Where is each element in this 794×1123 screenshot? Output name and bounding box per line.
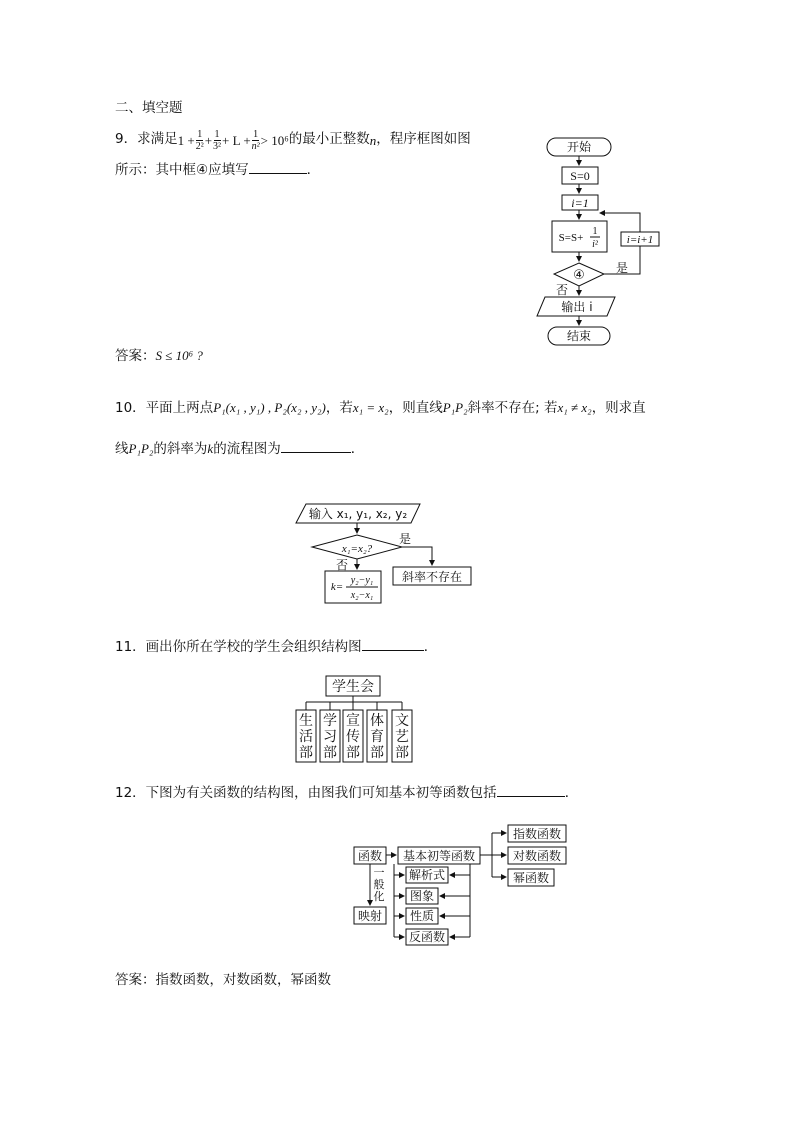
- q10-line1d: 斜率不存在; 若: [467, 400, 558, 416]
- q9-number: 9．求满足: [115, 131, 178, 148]
- q9-yes-label: 是: [615, 261, 629, 275]
- q9-fraction-2: $\frac{1}{\text{3²}}$: [213, 128, 222, 152]
- q10-points: P₁(x₁ , y₁) , P₂(x₂ , y₂): [213, 400, 326, 415]
- q10-line1b: ，若: [325, 400, 353, 416]
- q10-line-name: P₁P₂: [442, 400, 468, 415]
- q11-text: 11．画出你所在学校的学生会组织结构图: [115, 639, 362, 655]
- q9-plus-2: + L +: [222, 132, 251, 148]
- q12-answer-label: 答案：: [115, 972, 156, 988]
- q12-mapping-label: 映射: [357, 909, 383, 923]
- q10-line1c: ，则直线: [388, 400, 443, 416]
- q9-update-s-label: S=S+: [558, 232, 584, 244]
- q9-cond-end: > 10⁶: [260, 132, 289, 148]
- q9-start-label: 开始: [566, 140, 592, 154]
- q9-end-label: 结束: [566, 329, 592, 343]
- q9-output-label: 输出 i: [561, 300, 593, 314]
- q11-dept-label-3: 宣传部: [346, 713, 360, 761]
- q12-end: ．: [564, 785, 579, 801]
- section-title: 二、填空题: [115, 100, 183, 116]
- q10-neq: x₁ ≠ x₂: [557, 400, 592, 415]
- q9-text-after: 的最小正整数: [288, 131, 370, 148]
- q9-no-label: 否: [555, 283, 569, 297]
- q9-fraction-3: $\frac{1}{\text{n²}}$: [251, 128, 260, 152]
- q10-line2c: 的流程图为: [213, 441, 281, 457]
- q12-basic-label: 基本初等函数: [402, 849, 476, 863]
- q10-no-label: 否: [335, 558, 349, 572]
- q10-condition-label: x₁=x₂?: [341, 543, 373, 555]
- q9-plus-1: +: [204, 132, 213, 148]
- q9-init-s-label: S=0: [570, 169, 590, 183]
- q10-k-num: y₂−y₁: [350, 575, 374, 586]
- q12-log-label: 对数函数: [512, 849, 562, 863]
- q12-answer: [115, 974, 331, 988]
- q10-no-slope-label: 斜率不存在: [401, 570, 463, 584]
- q12-graph-label: 图象: [409, 889, 435, 903]
- q11-root-label: 学生会: [332, 679, 374, 695]
- q9-update-den: i²: [592, 239, 598, 250]
- q10-line1a: 10．平面上两点: [115, 400, 214, 416]
- q12-text: 12．下图为有关函数的结构图，由图我们可知基本初等函数包括: [115, 785, 497, 801]
- q12-generalize-label: 一般化: [373, 866, 385, 903]
- q10-k-den: x₂−x₁: [350, 590, 374, 601]
- q9-answer-label: 答案：: [115, 348, 156, 364]
- q11-dept-label-4: 体育部: [370, 713, 384, 761]
- q12-pow-label: 幂函数: [512, 871, 550, 885]
- q12-inverse-label: 反函数: [408, 930, 446, 944]
- q10-line1e: ，则求直: [591, 400, 646, 416]
- q9-answer-value: S ≤ 10⁶ ?: [155, 348, 203, 363]
- q9-text-end: ，程序框图如图: [376, 131, 471, 148]
- q12-prop-label: 性质: [409, 909, 435, 923]
- q10-line2-name: P₁P₂: [128, 441, 154, 456]
- q10-eq: x₁ = x₂: [352, 400, 389, 415]
- q12-exp-label: 指数函数: [512, 827, 562, 841]
- q11-dept-label-5: 文艺部: [395, 713, 409, 761]
- q11-end: ．: [423, 639, 438, 655]
- q9-line2-end: ．: [306, 162, 321, 178]
- q9-line2-text: 所示：其中框④应填写: [115, 162, 249, 178]
- q9-var-n: n: [369, 132, 377, 148]
- q9-condition-label: ④: [573, 268, 585, 283]
- q10-line2-end: ．: [350, 441, 365, 457]
- q11-dept-label-2: 学习部: [323, 713, 337, 761]
- q9-increment-label: i=i+1: [626, 234, 654, 246]
- q12-func-label: 函数: [357, 849, 383, 863]
- q10-line2a: 线: [115, 441, 129, 457]
- q10-yes-label: 是: [398, 532, 412, 546]
- q12-expr-label: 解析式: [408, 868, 446, 882]
- q10-var-k: k: [207, 441, 214, 456]
- q10-k-label: k=: [330, 581, 344, 593]
- q9-update-num: 1: [592, 226, 598, 237]
- q9-cond-start: 1 +: [177, 132, 195, 148]
- q11-dept-label-1: 生活部: [299, 713, 313, 761]
- q9-fraction-1: $\frac{1}{\text{2²}}$: [195, 128, 204, 152]
- q10-line2b: 的斜率为: [153, 441, 208, 457]
- q12-answer-value: 指数函数，对数函数，幂函数: [155, 972, 331, 988]
- q10-input-label: 输入 x₁, y₁, x₂, y₂: [308, 507, 408, 521]
- q9-init-i-label: i=1: [571, 196, 589, 210]
